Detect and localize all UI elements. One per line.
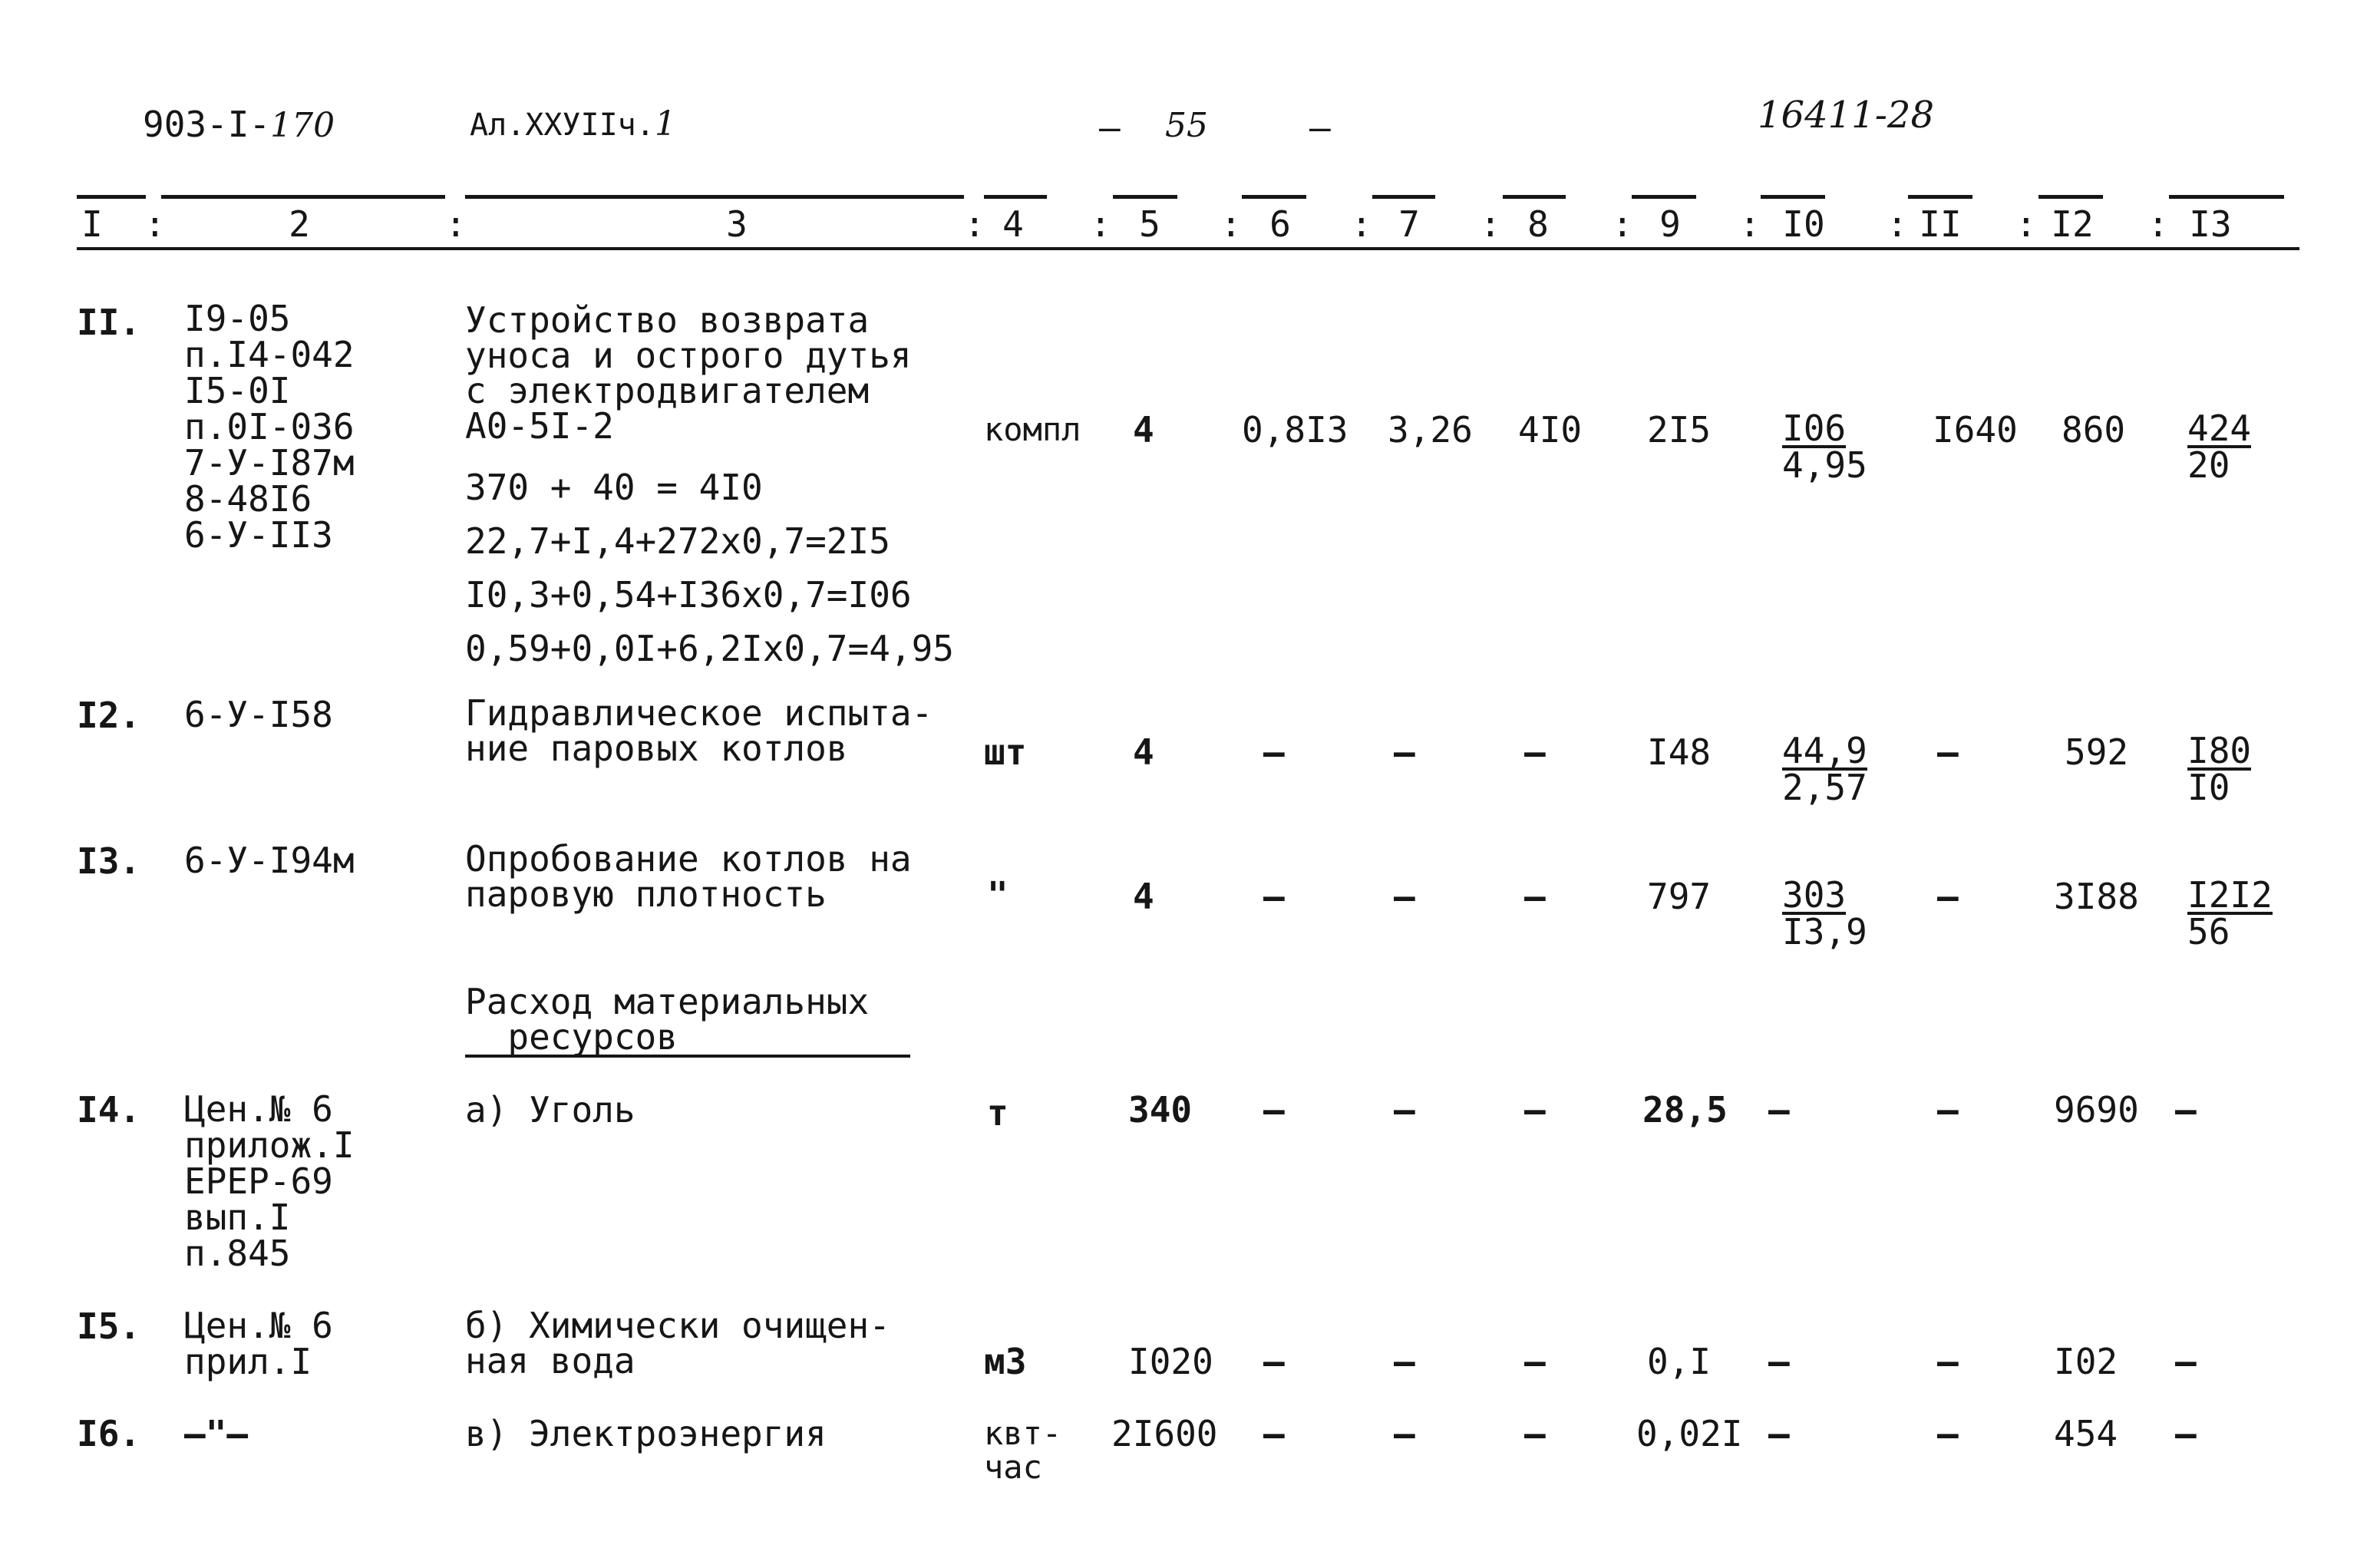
row-quantity: 4 xyxy=(1133,409,1154,451)
header-dash-right: – xyxy=(1309,107,1331,148)
row-col6: – xyxy=(1263,1089,1285,1131)
row-col11: – xyxy=(1937,731,1959,773)
row-col12: 860 xyxy=(2062,409,2126,451)
row-quantity: 2I600 xyxy=(1111,1413,1218,1454)
row-col12: 9690 xyxy=(2054,1089,2139,1131)
row-col9: 2I5 xyxy=(1647,409,1712,451)
row-col9: 0,I xyxy=(1647,1341,1712,1382)
row-col11: – xyxy=(1937,1341,1959,1382)
row-col6: 0,8I3 xyxy=(1242,409,1349,451)
row-col6: – xyxy=(1263,731,1285,773)
row-col7: 3,26 xyxy=(1388,409,1473,451)
header-dash-left: – xyxy=(1099,107,1121,148)
row-name: б) Химически очищен- ная вода xyxy=(465,1305,890,1381)
row-col10: – xyxy=(1768,1341,1790,1382)
row-col7: – xyxy=(1394,1413,1415,1454)
row-number: I3. xyxy=(77,840,141,882)
row-name: Гидравлическое испыта- ние паровых котлов xyxy=(465,692,933,769)
row-col6: – xyxy=(1263,1341,1285,1382)
album-code-printed: Ал.XXУIIч. xyxy=(470,107,655,143)
row-col10: $\frac{303}{I3,9}$ xyxy=(1782,874,1867,952)
column-header-8: 8 xyxy=(1527,203,1549,245)
row-col10: $\frac{I06}{4,95}$ xyxy=(1782,408,1867,486)
column-header-12: I2 xyxy=(2051,203,2094,245)
section-title: Расход материальных ресурсов xyxy=(465,984,910,1058)
row-quantity: 340 xyxy=(1128,1089,1193,1131)
row-unit: квт- час xyxy=(984,1415,1062,1486)
doc-code-handwritten: 170 xyxy=(270,106,335,145)
header-bottom-rule xyxy=(77,247,2299,250)
row-code: 6-У-I94м xyxy=(184,840,355,881)
row-quantity: I020 xyxy=(1128,1341,1213,1382)
doc-code-printed: 903-I- xyxy=(143,104,271,145)
row-col9: 28,5 xyxy=(1642,1089,1728,1131)
page-number: 55 xyxy=(1165,106,1208,145)
row-col12: 454 xyxy=(2054,1413,2118,1454)
row-col8: – xyxy=(1524,731,1546,773)
row-col13: $\frac{I80}{I0}$ xyxy=(2187,730,2252,808)
row-col9: I48 xyxy=(1647,731,1712,773)
row-col8: – xyxy=(1524,1413,1546,1454)
album-code-handwritten: 1 xyxy=(654,104,676,144)
row-col13: – xyxy=(2175,1413,2197,1454)
row-col10: $\frac{44,9}{2,57}$ xyxy=(1782,730,1867,808)
column-header-4: 4 xyxy=(1002,203,1024,245)
column-header-1: I xyxy=(81,203,103,245)
row-quantity: 4 xyxy=(1133,876,1154,917)
row-number: I2. xyxy=(77,695,141,736)
row-unit: т xyxy=(987,1092,1008,1134)
row-number: I6. xyxy=(77,1413,141,1454)
row-col7: – xyxy=(1394,1341,1415,1382)
row-col11: I640 xyxy=(1933,409,2018,451)
column-header-3: 3 xyxy=(726,203,748,245)
row-col13: – xyxy=(2175,1341,2197,1382)
row-code: I9-05 п.I4-042 I5-0I п.0I-036 7-У-I87м 8-48I6 6-У-II3 xyxy=(184,298,355,556)
row-name: а) Уголь xyxy=(465,1089,635,1131)
column-header-6: 6 xyxy=(1269,203,1291,245)
row-col9: 0,02I xyxy=(1636,1413,1743,1454)
column-header-10: I0 xyxy=(1782,203,1825,245)
row-col7: – xyxy=(1394,1089,1415,1131)
row-col10: – xyxy=(1768,1413,1790,1454)
row-col12: 592 xyxy=(2065,731,2129,773)
row-col12: I02 xyxy=(2054,1341,2118,1382)
row-name: в) Электроэнергия xyxy=(465,1413,827,1454)
row-number: I4. xyxy=(77,1089,141,1131)
row-unit: " xyxy=(987,874,1008,916)
row-col7: – xyxy=(1394,876,1415,917)
row-name: Опробование котлов на паровую плотность xyxy=(465,838,912,915)
row-col11: – xyxy=(1937,1089,1959,1131)
column-header-11: II xyxy=(1919,203,1962,245)
row-col13: $\frac{424}{20}$ xyxy=(2187,408,2252,486)
row-col7: – xyxy=(1394,731,1415,773)
row-number: I5. xyxy=(77,1306,141,1347)
column-header-5: 5 xyxy=(1139,203,1160,245)
row-col13: – xyxy=(2175,1089,2197,1131)
row-col13: $\frac{I2I2}{56}$ xyxy=(2187,874,2273,952)
row-col9: 797 xyxy=(1647,876,1712,917)
column-header-13: I3 xyxy=(2189,203,2232,245)
column-header-9: 9 xyxy=(1659,203,1681,245)
row-col10: – xyxy=(1768,1089,1790,1131)
row-col11: – xyxy=(1937,876,1959,917)
row-col6: – xyxy=(1263,876,1285,917)
row-unit: шт xyxy=(984,731,1027,773)
row-col6: – xyxy=(1263,1413,1285,1454)
row-col8: – xyxy=(1524,1341,1546,1382)
column-header-7: 7 xyxy=(1398,203,1420,245)
row-code: Цен.№ 6 прил.I xyxy=(184,1305,333,1382)
row-unit: м3 xyxy=(984,1341,1027,1382)
row-col11: – xyxy=(1937,1413,1959,1454)
row-unit: компл xyxy=(984,411,1081,448)
row-code: –"– xyxy=(184,1413,249,1454)
sheet-code: 16411-28 xyxy=(1758,94,1934,137)
row-col8: 4I0 xyxy=(1518,409,1583,451)
row-code: Цен.№ 6 прилож.I ЕРЕР-69 вып.I п.845 xyxy=(184,1088,355,1274)
row-code: 6-У-I58 xyxy=(184,694,333,735)
row-calculation: 370 + 40 = 4I0 22,7+I,4+272х0,7=2I5 I0,3+0,54+I36х0,7=I06 0,59+0,0I+6,2Iх0,7=4,95 xyxy=(465,467,954,669)
row-col8: – xyxy=(1524,1089,1546,1131)
row-name: Устройство возврата уноса и острого дутья с электродвигателем А0-5I-2 xyxy=(465,299,912,447)
column-header-2: 2 xyxy=(289,203,310,245)
row-quantity: 4 xyxy=(1133,731,1154,773)
row-number: II. xyxy=(77,302,141,343)
row-col12: 3I88 xyxy=(2054,876,2139,917)
album-code xyxy=(470,106,676,144)
row-col8: – xyxy=(1524,876,1546,917)
doc-code xyxy=(143,106,335,144)
